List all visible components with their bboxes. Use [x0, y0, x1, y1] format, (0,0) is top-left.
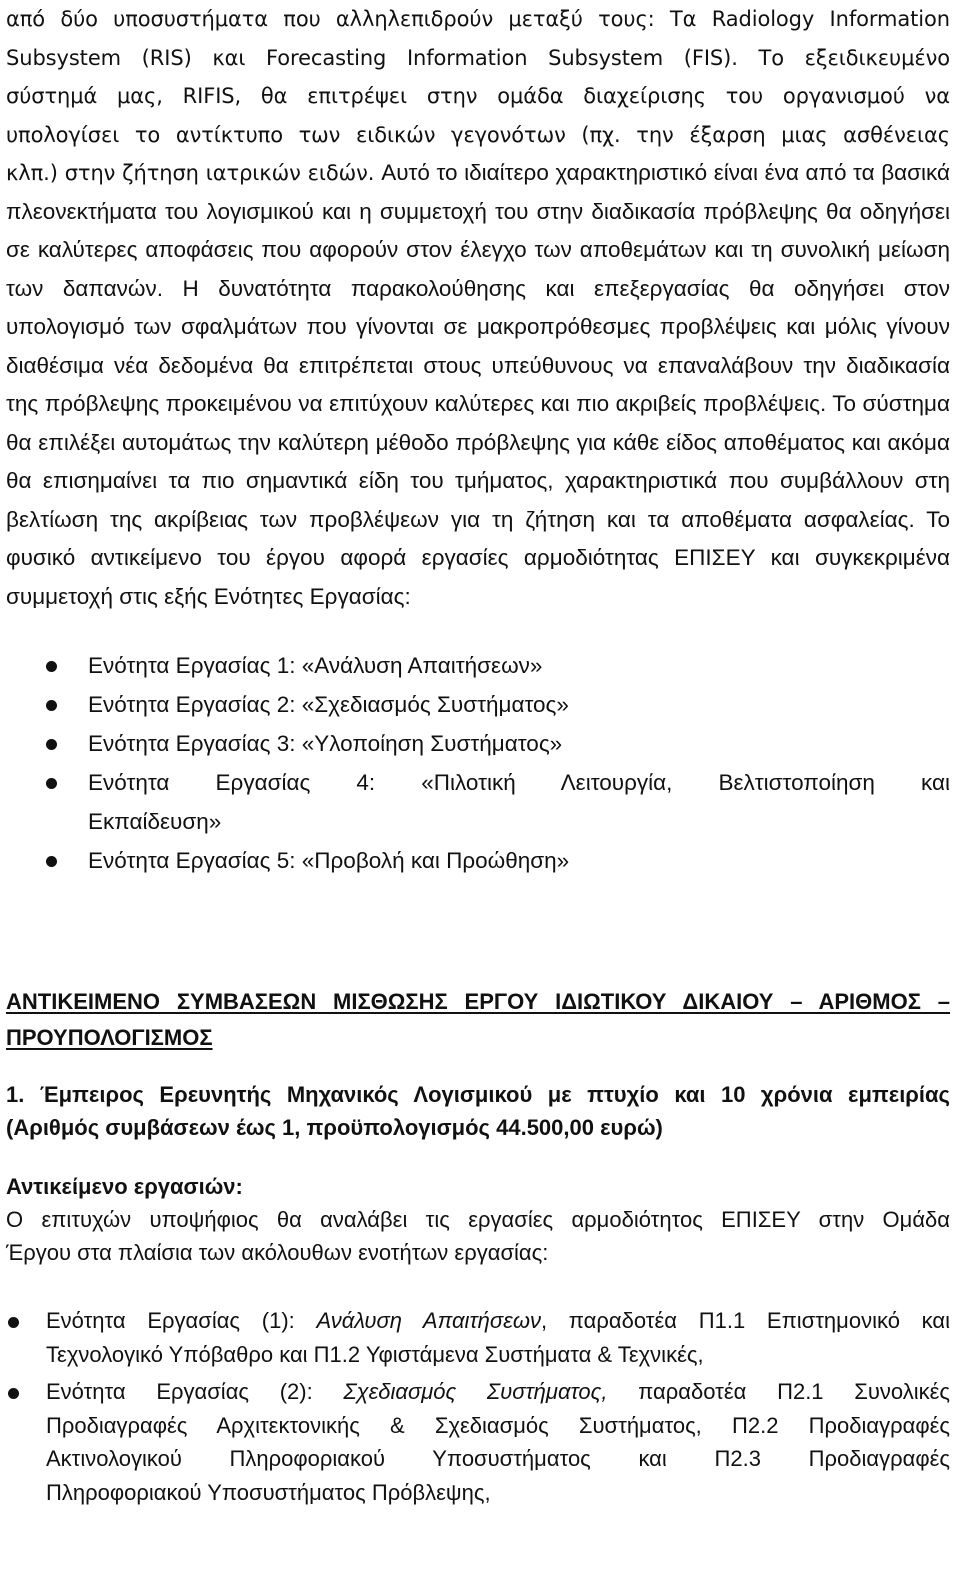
- intro-continuation: Αυτό το ιδιαίτερο χαρακτηριστικό είναι ένα από τα βασικά πλεονεκτήματα του λογισμικού και η συμμετοχή του στην διαδικασία πρόβλεψης θα οδηγήσει σε καλύτερες αποφάσεις που αφορούν στον έλεγχο των αποθεμάτων και τη συνολική μείωση των δαπανών. Η δυνατότητα παρακολούθησης και επεξεργασίας θα οδηγήσει στον υπολογισμό των σφαλμάτων που γίνονται σε μακροπρόθεσμες προβλέψεις και μόλις γίνουν διαθέσιμα νέα δεδομένα θα επιτρέπεται στους υπεύθυνους να επαναλάβουν την διαδικασία της πρόβλεψης προκειμένου να επιτύχουν καλύτερες και πιο ακριβείς προβλέψεις. Το σύστημα θα επιλέξει αυτομάτως την καλύτερη μέθοδο πρόβλεψης για κάθε είδος αποθέματος και ακόμα θα επισημαίνει τα πιο σημαντικά είδη του τμήματος, χαρακτηριστικά που συμβάλλουν στη βελτίωση της ακρίβειας των προβλέψεων για τη ζήτηση και τα αποθέματα ασφαλείας. Το φυσικό αντικείμενο του έργου αφορά εργασίες αρμοδιότητας ΕΠΙΣΕΥ και συγκεκριμένα συμμετοχή στις εξής Ενότητες Εργασίας:: [6, 160, 951, 609]
- bullet-icon: [46, 700, 57, 711]
- task-prefix: Ενότητα Εργασίας (2):: [46, 1379, 344, 1404]
- work-package-label: Ενότητα Εργασίας 5: «Προβολή και Προώθηση»: [88, 848, 570, 873]
- task-line: Προδιαγραφές Αρχιτεκτονικής & Σχεδιασμός Συστήματος, Π2.2 Προδιαγραφές: [46, 1412, 950, 1438]
- bullet-icon: [46, 856, 57, 867]
- work-package-label: Ενότητα Εργασίας 3: «Υλοποίηση Συστήματος»: [88, 731, 563, 756]
- bullet-icon: [46, 739, 57, 750]
- work-package-label: Ενότητα Εργασίας 2: «Σχεδιασμός Συστήματος»: [88, 692, 569, 717]
- tasks-heading: Αντικείμενο εργασιών:: [6, 1174, 243, 1199]
- bullet-icon: [46, 778, 57, 789]
- task-prefix: Ενότητα Εργασίας (1):: [46, 1308, 317, 1333]
- section-heading-line: ΑΝΤΙΚΕΙΜΕΝΟ ΣΥΜΒΑΣΕΩΝ ΜΙΣΘΩΣΗΣ ΕΡΓΟΥ ΙΔΙΩΤΙΚΟΥ ΔΙΚΑΙΟΥ – ΑΡΙΘΜΟΣ –: [6, 989, 950, 1014]
- intro-line: σύστημά μας, RIFIS, θα επιτρέψει στην ομάδα διαχείρισης του οργανισμού να: [6, 84, 950, 108]
- intro-line: κλπ.) στην ζήτηση ιατρικών ειδών.: [6, 161, 375, 185]
- list-item: [6, 763, 950, 841]
- list-item: [6, 1375, 950, 1509]
- list-item: [6, 724, 950, 763]
- work-package-label-continuation: Εκπαίδευση»: [88, 809, 222, 834]
- position-heading: [6, 1078, 950, 1144]
- task-line: Πληροφοριακού Υποσυστήματος Πρόβλεψης,: [46, 1479, 491, 1505]
- tasks-intro: [6, 1203, 950, 1269]
- bullet-icon: [8, 1388, 19, 1399]
- list-item: [6, 1304, 950, 1371]
- task-deliverables: , παραδοτέα Π1.1 Επιστημονικό και: [540, 1308, 950, 1333]
- tasks-intro-line: Ο επιτυχών υποψήφιος θα αναλάβει τις εργασίες αρμοδιότητος ΕΠΙΣΕΥ στην Ομάδα: [6, 1207, 950, 1232]
- intro-line: από δύο υποσυστήματα που αλληλεπιδρούν μεταξύ τους: Τα Radiology Information: [6, 7, 950, 31]
- tasks-intro-line: Έργου στα πλαίσια των ακόλουθων ενοτήτων εργασίας:: [6, 1240, 549, 1265]
- section-heading: [6, 984, 950, 1056]
- list-item: [6, 841, 950, 880]
- position-title: 1. Έμπειρος Ερευνητής Μηχανικός Λογισμικού με πτυχίο και 10 χρόνια εμπειρίας: [6, 1082, 950, 1107]
- task-name: Σχεδιασμός Συστήματος,: [343, 1379, 608, 1404]
- list-item: [6, 685, 950, 724]
- task-name: Ανάλυση Απαιτήσεων: [316, 1308, 541, 1333]
- work-package-label: Ενότητα Εργασίας 1: «Ανάλυση Απαιτήσεων»: [88, 653, 543, 678]
- task-list: [6, 1304, 950, 1509]
- task-line: Ακτινολογικού Πληροφοριακού Υποσυστήματος και Π2.3 Προδιαγραφές: [46, 1446, 950, 1471]
- work-package-list: [6, 646, 950, 880]
- work-package-label: Ενότητα Εργασίας 4: «Πιλοτική Λειτουργία, Βελτιστοποίηση και: [88, 770, 950, 795]
- list-item: [6, 646, 950, 685]
- task-line: Τεχνολογικό Υπόβαθρο και Π1.2 Υφιστάμενα Συστήματα & Τεχνικές,: [46, 1341, 704, 1367]
- bullet-icon: [8, 1317, 19, 1328]
- task-line: [46, 1375, 950, 1409]
- task-line: [46, 1304, 950, 1338]
- section-heading-line: ΠΡΟΥΠΟΛΟΓΙΣΜΟΣ: [6, 1025, 213, 1050]
- intro-line: Subsystem (RIS) και Forecasting Information Subsystem (FIS). Το εξειδικευμένο: [6, 45, 950, 70]
- intro-paragraph: [6, 0, 950, 616]
- bullet-icon: [46, 661, 57, 672]
- task-deliverables: παραδοτέα Π2.1 Συνολικές: [607, 1379, 950, 1404]
- position-contracts: (Αριθμός συμβάσεων έως 1, προϋπολογισμός 44.500,00 ευρώ): [6, 1115, 663, 1140]
- intro-line: υπολογίσει το αντίκτυπο των ειδικών γεγονότων (πχ. την έξαρση μιας ασθένειας: [6, 122, 950, 147]
